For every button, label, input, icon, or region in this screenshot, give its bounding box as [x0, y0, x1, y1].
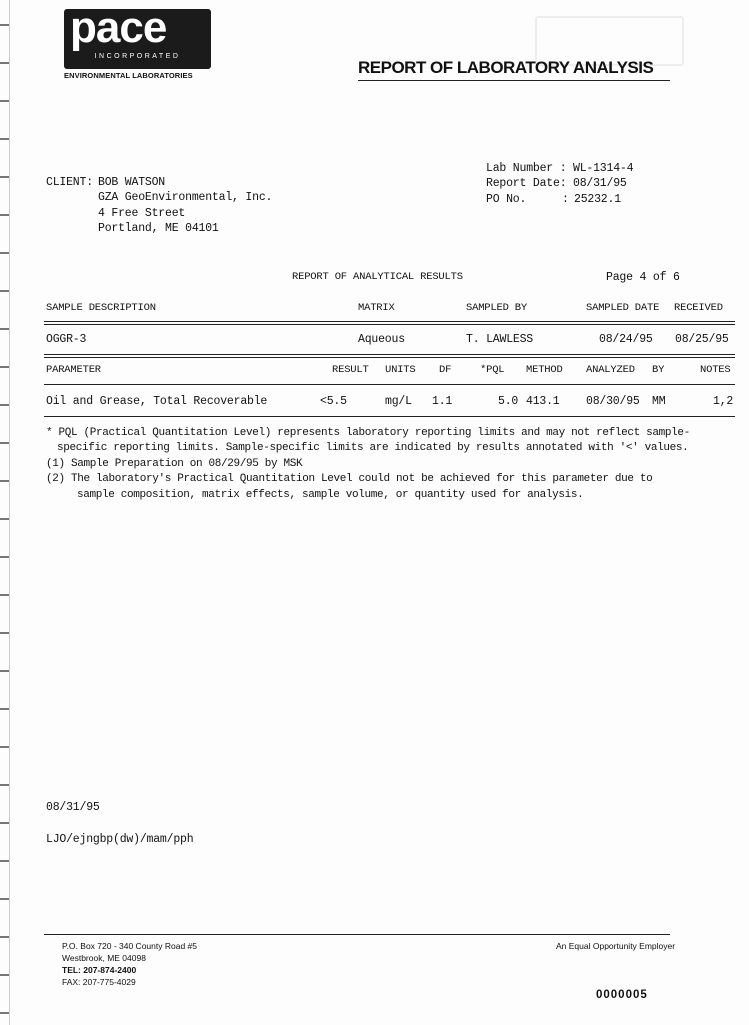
logo-wordmark: pace: [70, 3, 167, 52]
client-company: GZA GeoEnvironmental, Inc.: [98, 191, 273, 204]
footer-fax: FAX: 207-775-4029: [62, 977, 136, 987]
sample-sampled-by: T. LAWLESS: [466, 333, 534, 346]
rule-1: [44, 321, 735, 322]
result-units: mg/L: [385, 395, 412, 408]
lab-number: WL-1314-4: [573, 162, 634, 175]
client-name: BOB WATSON: [98, 176, 166, 189]
page-code: 0000005: [596, 989, 648, 1001]
client-street: 4 Free Street: [98, 207, 186, 220]
col-units: UNITS: [385, 364, 416, 376]
result-analyzed: 08/30/95: [586, 395, 640, 408]
col-received: RECEIVED: [674, 302, 723, 314]
col-matrix: MATRIX: [358, 302, 395, 314]
binding-edge: [9, 0, 10, 1025]
report-date: 08/31/95: [573, 177, 627, 190]
typist-initials: LJO/ejngbp(dw)/mam/pph: [46, 833, 194, 846]
po-label: PO No.: [486, 193, 527, 206]
sample-description: OGGR-3: [46, 333, 87, 346]
result-parameter: Oil and Grease, Total Recoverable: [46, 395, 268, 408]
col-sampled-date: SAMPLED DATE: [586, 302, 660, 314]
rule-4: [44, 357, 735, 358]
rule-6: [44, 416, 735, 417]
po-colon: :: [562, 193, 569, 206]
po-number: 25232.1: [574, 193, 621, 206]
rule-3: [44, 354, 735, 355]
footer-employer: An Equal Opportunity Employer: [556, 941, 676, 951]
client-city: Portland, ME 04101: [98, 222, 219, 235]
col-sampled-by: SAMPLED BY: [466, 302, 528, 314]
footnote-pql-1: * PQL (Practical Quantitation Level) represents laboratory reporting limits and may not reflect sample-: [46, 427, 690, 439]
col-analyzed: ANALYZED: [586, 364, 635, 376]
rule-5: [44, 384, 735, 385]
logo-incorporated: INCORPORATED: [94, 53, 181, 60]
section-title: REPORT OF ANALYTICAL RESULTS: [292, 271, 463, 283]
footnote-2-line-2: sample composition, matrix effects, sample volume, or quantity used for analysis.: [77, 489, 584, 501]
sample-matrix: Aqueous: [358, 333, 405, 346]
result-method: 413.1: [526, 395, 560, 408]
rule-2: [44, 324, 735, 325]
col-df: DF: [439, 364, 452, 376]
result-df: 1.1: [432, 395, 453, 408]
col-notes: NOTES: [700, 364, 731, 376]
result-notes: 1,2: [713, 395, 734, 408]
page-indicator: Page 4 of 6: [606, 271, 680, 284]
logo-subtitle: ENVIRONMENTAL LABORATORIES: [64, 71, 193, 80]
col-method: METHOD: [526, 364, 563, 376]
col-result: RESULT: [332, 364, 369, 376]
col-pql: *PQL: [480, 364, 505, 376]
report-title: REPORT OF LABORATORY ANALYSIS: [358, 58, 654, 77]
footer-rule: [44, 934, 670, 935]
footnote-pql-2: specific reporting limits. Sample-specific limits are indicated by results annotated with '<' values.: [57, 442, 689, 454]
sample-received: 08/25/95: [675, 333, 729, 346]
footer-tel: TEL: 207-874-2400: [62, 965, 137, 975]
title-underline: [358, 80, 670, 81]
footer-address-1: P.O. Box 720 - 340 County Road #5: [62, 941, 197, 951]
result-by: MM: [652, 395, 666, 408]
signature-date: 08/31/95: [46, 801, 100, 814]
result-pql: 5.0: [498, 395, 519, 408]
client-label: CLIENT:: [46, 176, 93, 189]
lab-number-label: Lab Number :: [486, 162, 567, 175]
report-date-label: Report Date:: [486, 177, 567, 190]
footnote-1: (1) Sample Preparation on 08/29/95 by MSK: [46, 458, 303, 470]
pace-logo: [64, 3, 211, 69]
result-value: <5.5: [320, 395, 347, 408]
col-by: BY: [652, 364, 665, 376]
footnote-2-line-1: (2) The laboratory's Practical Quantitation Level could not be achieved for this parameter due to: [46, 473, 653, 485]
col-parameter: PARAMETER: [46, 364, 101, 376]
col-sample-description: SAMPLE DESCRIPTION: [46, 302, 156, 314]
sample-sampled-date: 08/24/95: [599, 333, 653, 346]
footer-address-2: Westbrook, ME 04098: [62, 953, 146, 963]
